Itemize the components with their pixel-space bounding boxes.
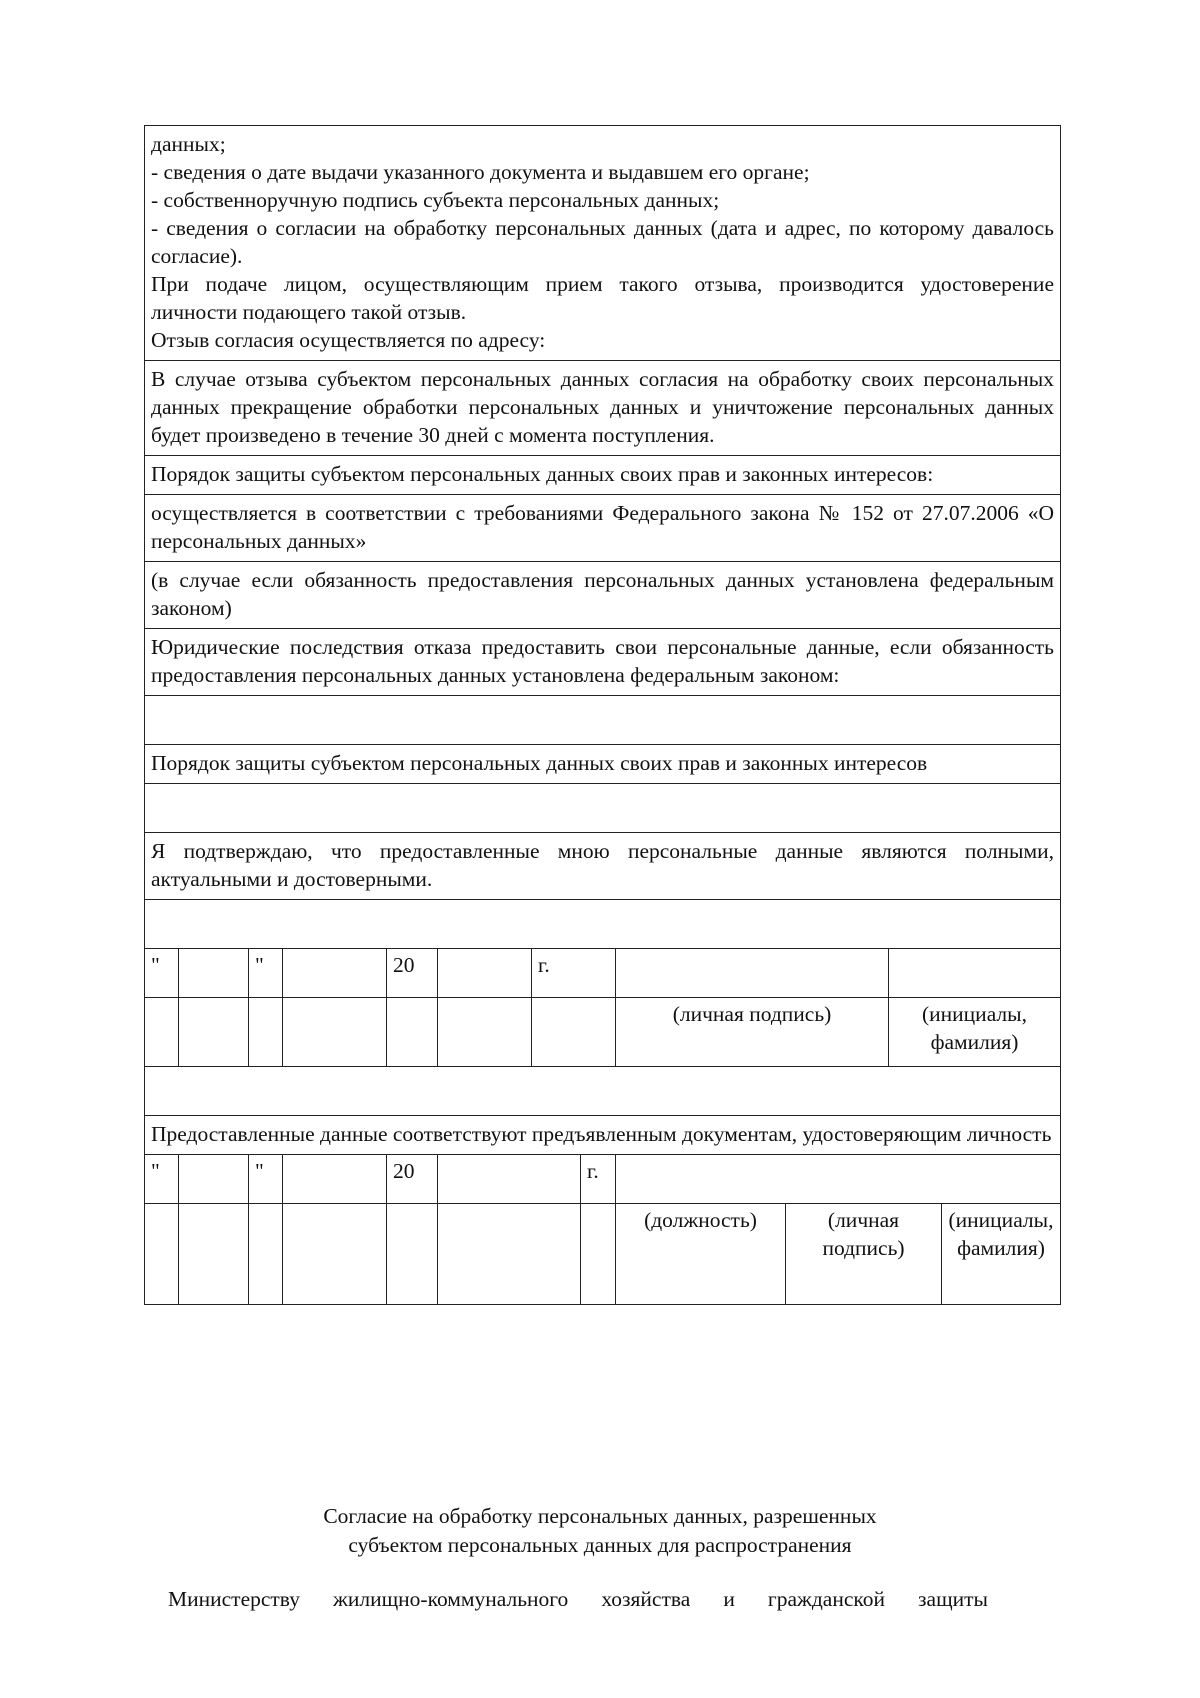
withdrawal-processing-cell: В случае отзыва субъектом персональных данных согласия на обработку своих персональных данных прекращение обработки персональных данных и уничтожение персональных данных будет произведено в течение 30 дней с момента поступления. [145,361,1061,456]
signature1-field[interactable] [616,949,889,998]
date1-month-field[interactable] [283,949,387,998]
date2-year-prefix: 20 [387,1155,438,1204]
refusal-consequences: Юридические последствия отказа предоставить свои персональные данные, если обязанность предоставления персональных данных установлена федеральным законом: [145,629,1061,696]
position-caption: (должность) [616,1204,786,1305]
date1-caption-blank [387,998,438,1067]
date1-close-quote: " [249,949,283,998]
date2-caption-blank [438,1204,581,1305]
date2-day-field[interactable] [179,1155,249,1204]
req-line-3: - собственноручную подпись субъекта персональных данных; [151,188,720,212]
protection-order-heading: Порядок защиты субъектом персональных данных своих прав и законных интересов: [145,456,1061,495]
date2-caption-blank [249,1204,283,1305]
initials2-caption: (инициалы, фамилия) [942,1204,1061,1305]
date2-year-suffix: г. [581,1155,616,1204]
verification-spacer [145,1067,1061,1116]
req-line-6: Отзыв согласия осуществляется по адресу: [151,328,546,352]
officer-signature-field[interactable] [616,1155,1061,1204]
date1-caption-blank [438,998,532,1067]
date1-year-prefix: 20 [387,949,438,998]
req-line-1: данных; [151,132,226,156]
initials1-caption: (инициалы, фамилия) [889,998,1061,1067]
date1-year-suffix: г. [532,949,616,998]
date2-caption-blank [145,1204,179,1305]
protection-order-label: Порядок защиты субъектом персональных данных своих прав и законных интересов [145,745,1061,784]
consent-title-line-1: Согласие на обработку персональных данных, разрешенных [323,1504,877,1528]
consent-form-table [144,125,1061,1305]
date2-open-quote: " [145,1155,179,1204]
date1-caption-blank [532,998,616,1067]
date2-month-field[interactable] [283,1155,387,1204]
verification-statement: Предоставленные данные соответствуют предъявленным документам, удостоверяющим личность [145,1116,1061,1155]
date1-caption-blank [145,998,179,1067]
req-line-4: - сведения о согласии на обработку персональных данных (дата и адрес, по которому давалось согласие). [151,216,1054,268]
initials1-field[interactable] [889,949,1061,998]
date2-caption-blank [387,1204,438,1305]
date2-year-field[interactable] [438,1155,581,1204]
refusal-consequences-field[interactable] [145,696,1061,745]
date1-caption-blank [249,998,283,1067]
date1-caption-blank [179,998,249,1067]
date2-close-quote: " [249,1155,283,1204]
date1-year-field[interactable] [438,949,532,998]
federal-law-condition: (в случае если обязанность предоставления персональных данных установлена федеральным законом) [145,562,1061,629]
req-line-5: При подаче лицом, осуществляющим прием такого отзыва, производится удостоверение личности подающего такой отзыв. [151,272,1054,324]
consent-title-line-2: субъектом персональных данных для распространения [348,1533,852,1557]
withdrawal-requirements-cell [145,126,1061,361]
date1-day-field[interactable] [179,949,249,998]
signature2-caption: (личная подпись) [786,1204,942,1305]
confirmation-statement: Я подтверждаю, что предоставленные мною персональные данные являются полными, актуальными и достоверными. [145,833,1061,900]
federal-law-reference: осуществляется в соответствии с требованиями Федерального закона № 152 от 27.07.2006 «О персональных данных» [145,495,1061,562]
date1-caption-blank [283,998,387,1067]
req-line-2: - сведения о дате выдачи указанного документа и выдавшем его органе; [151,160,810,184]
date1-open-quote: " [145,949,179,998]
date2-caption-blank [179,1204,249,1305]
protection-order-field[interactable] [145,784,1061,833]
addressee-line: Министерству жилищно-коммунального хозяйства и гражданской защиты [168,1587,988,1611]
confirmation-spacer [145,900,1061,949]
date2-caption-blank [283,1204,387,1305]
date2-caption-blank [581,1204,616,1305]
signature1-caption: (личная подпись) [616,998,889,1067]
